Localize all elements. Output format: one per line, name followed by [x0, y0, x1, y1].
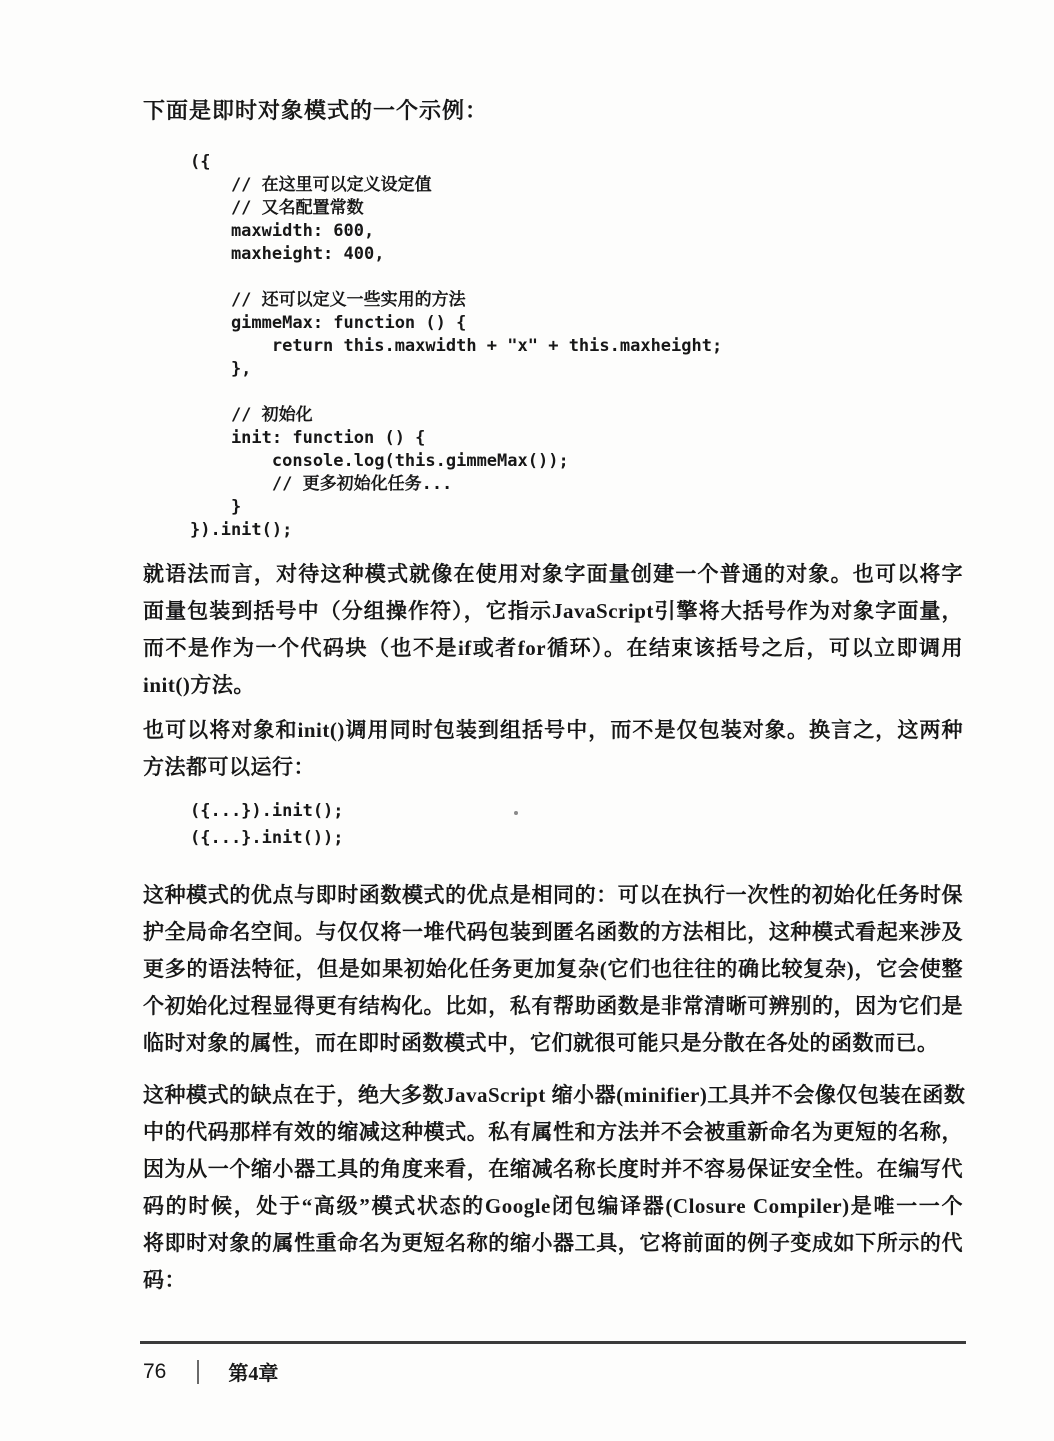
footer-divider — [197, 1360, 199, 1384]
text-line: 临时对象的属性，而在即时函数模式中，它们就很可能只是分散在各处的函数而已。 — [143, 1031, 939, 1055]
code-line: ({...}).init(); — [190, 801, 344, 821]
text-line: 更多的语法特征，但是如果初始化任务更加复杂(它们也往往的确比较复杂)，它会使整 — [143, 957, 963, 981]
code-line: // 更多初始化任务... — [190, 474, 453, 494]
code-line: maxheight: 400, — [190, 244, 385, 264]
text-line: 因为从一个缩小器工具的角度来看，在缩减名称长度时并不容易保证安全性。在编写代 — [143, 1157, 963, 1181]
text-line: 个初始化过程显得更有结构化。比如，私有帮助函数是非常清晰可辨别的，因为它们是 — [143, 994, 963, 1018]
code-line: ({ — [190, 152, 211, 172]
code-line: }, — [190, 359, 252, 379]
text-line: 面量包装到括号中（分组操作符），它指示JavaScript引擎将大括号作为对象字面量， — [143, 599, 963, 623]
code-line: // 还可以定义一些实用的方法 — [190, 290, 466, 310]
code-line: console.log(this.gimmeMax()); — [190, 451, 569, 471]
footer-rule — [140, 1341, 966, 1344]
code-line: init: function () { — [190, 428, 426, 448]
paragraph-syntax-explanation — [143, 556, 963, 704]
code-line: // 又名配置常数 — [190, 198, 364, 218]
code-line — [190, 266, 963, 289]
paragraph-advantages — [143, 877, 963, 1062]
text-line: 这种模式的缺点在于，绝大多数JavaScript 缩小器(minifier)工具并不会像仅包装在函数 — [143, 1083, 966, 1107]
intro-text: 下面是即时对象模式的一个示例： — [143, 98, 489, 123]
code-line: ({...}.init()); — [190, 828, 344, 848]
text-line: 中的代码那样有效的缩减这种模式。私有属性和方法并不会被重新命名为更短的名称， — [143, 1120, 963, 1144]
text-line: 护全局命名空间。与仅仅将一堆代码包装到匿名函数的方法相比，这种模式看起来涉及 — [143, 920, 963, 944]
text-line: 方法都可以运行： — [143, 755, 315, 779]
code-example-immediate-object — [190, 151, 963, 542]
text-line: 也可以将对象和init()调用同时包装到组括号中，而不是仅包装对象。换言之，这两种 — [143, 718, 963, 742]
text-line: init()方法。 — [143, 673, 255, 697]
text-line: 码的时候，处于“高级”模式状态的Google闭包编译器(Closure Compiler)是唯一一个 — [143, 1194, 963, 1218]
code-line: // 在这里可以定义设定值 — [190, 175, 432, 195]
code-line: return this.maxwidth + "x" + this.maxheight; — [190, 336, 723, 356]
chapter-label: 第4章 — [228, 1363, 279, 1385]
code-line: } — [190, 497, 242, 517]
page-footer — [140, 1341, 966, 1386]
page-content — [143, 97, 966, 1299]
paragraph-wrapping-variants — [143, 712, 963, 786]
code-example-init-variants — [190, 798, 963, 852]
scan-speck — [514, 811, 518, 815]
text-line: 码： — [143, 1268, 186, 1292]
code-line: maxwidth: 600, — [190, 221, 375, 241]
code-line — [190, 381, 963, 404]
text-line: 就语法而言，对待这种模式就像在使用对象字面量创建一个普通的对象。也可以将字 — [143, 562, 963, 586]
paragraph-disadvantages — [143, 1077, 966, 1299]
text-line: 将即时对象的属性重命名为更短名称的缩小器工具，它将前面的例子变成如下所示的代 — [143, 1231, 963, 1255]
page-number: 76 — [143, 1359, 167, 1383]
code-line: // 初始化 — [190, 405, 313, 425]
footer-row — [140, 1357, 966, 1386]
text-line: 这种模式的优点与即时函数模式的优点是相同的：可以在执行一次性的初始化任务时保 — [143, 883, 963, 907]
code-line: }).init(); — [190, 520, 293, 540]
text-line: 而不是作为一个代码块（也不是if或者for循环）。在结束该括号之后，可以立即调用 — [143, 636, 963, 660]
code-line: gimmeMax: function () { — [190, 313, 467, 333]
